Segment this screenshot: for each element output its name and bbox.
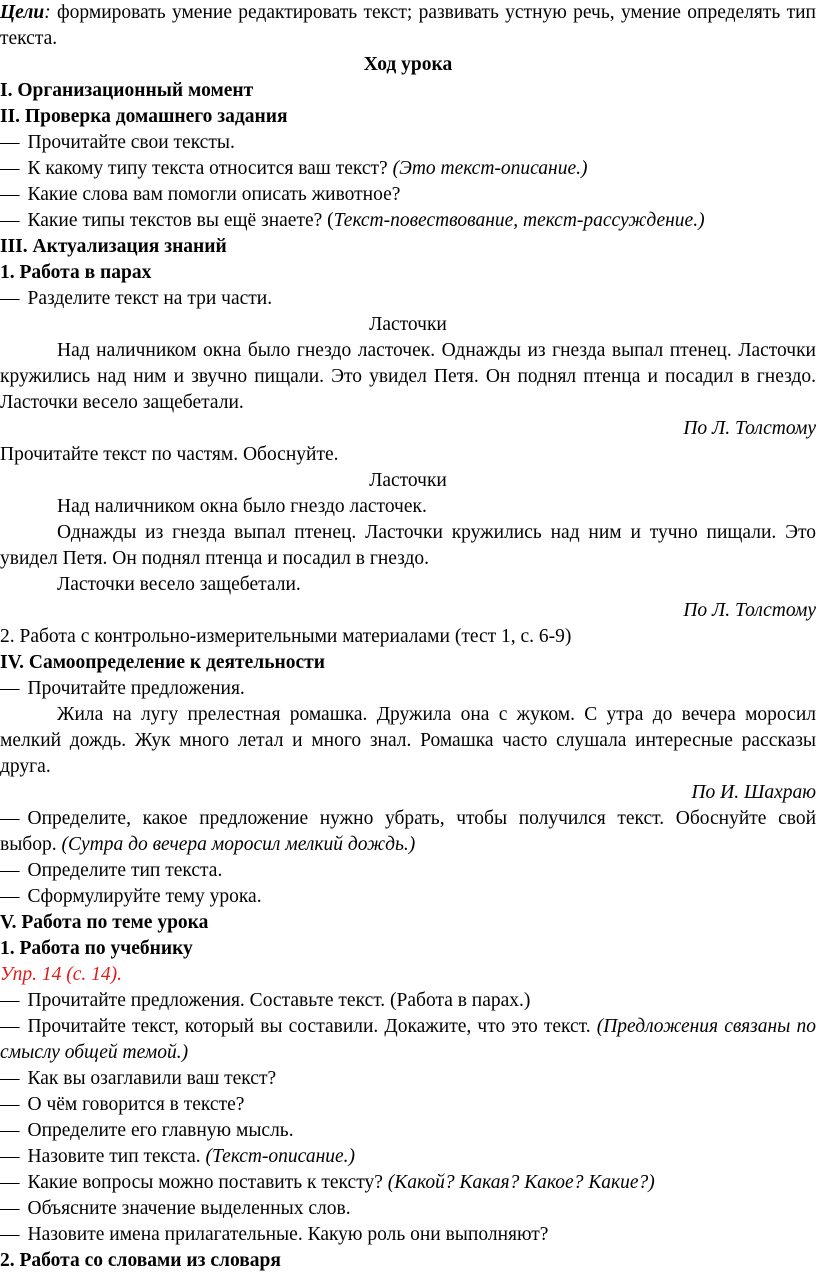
question-line: — Сформулируйте тему урока.: [0, 886, 262, 907]
question-line: — Назовите тип текста. (Текст-описание.): [0, 1146, 356, 1167]
answer-text: (Текст-описание.): [205, 1146, 356, 1167]
question-line: — Объясните значение выделенных слов.: [0, 1198, 351, 1219]
question-line: — Определите тип текста.: [0, 860, 223, 881]
section-3-heading: III. Актуализация знаний: [0, 236, 227, 257]
instruction-line: Прочитайте текст по частям. Обоснуйте.: [0, 444, 339, 465]
answer-text: (Какой? Какая? Какое? Какие?): [387, 1172, 655, 1193]
question-line: — Определите, какое предложение нужно убрать, чтобы получился текст. Обоснуйте свой выбор. (Сутра до вечера моросил мелкий дождь.): [0, 808, 816, 855]
goals-text: формировать умение редактировать текст; развивать устную речь, умение определять тип текста.: [0, 2, 816, 49]
text-title: Ласточки: [369, 314, 447, 335]
question-line: — Какие типы текстов вы ещё знаете? (Текст-повествование, текст-рассуждение.): [0, 210, 705, 231]
question-line: — Прочитайте предложения.: [0, 678, 245, 699]
question-line: — К какому типу текста относится ваш текст? (Это текст-описание.): [0, 158, 588, 179]
section-2-heading: II. Проверка домашнего задания: [0, 106, 288, 127]
question-line: — Прочитайте свои тексты.: [0, 132, 235, 153]
subsection-heading: 1. Работа в парах: [0, 262, 152, 283]
question-line: — Определите его главную мысль.: [0, 1120, 294, 1141]
goals-label: Цели: [0, 2, 45, 23]
subsection-heading: 2. Работа с контрольно-измерительными материалами (тест 1, с. 6-9): [0, 626, 572, 647]
question-line: — Назовите имена прилагательные. Какую роль они выполняют?: [0, 1224, 549, 1245]
text-paragraph: Однажды из гнезда выпал птенец. Ласточки кружились над ним и тучно пищали. Это увидел Петя. Он поднял птенца и посадил в гнездо.: [0, 522, 816, 569]
goals-paragraph: Цели: формировать умение редактировать текст; развивать устную речь, умение определять тип текста.: [0, 2, 816, 49]
author-attribution: По Л. Толстому: [683, 418, 816, 439]
question-line: — Прочитайте предложения. Составьте текст. (Работа в парах.): [0, 990, 531, 1011]
lesson-title: Ход урока: [363, 54, 453, 75]
answer-text: (Предложения связаны по смыслу общей темой.): [0, 1016, 816, 1063]
answer-text: (Сутра до вечера моросил мелкий дождь.): [61, 834, 416, 855]
exercise-reference: Упр. 14 (с. 14).: [0, 964, 122, 985]
text-paragraph: Над наличником окна было гнездо ласточек.: [57, 496, 427, 517]
section-5-heading: V. Работа по теме урока: [0, 912, 209, 933]
question-line: — Какие слова вам помогли описать животное?: [0, 184, 401, 205]
question-line: — Какие вопросы можно поставить к тексту? (Какой? Какая? Какое? Какие?): [0, 1172, 655, 1193]
section-4-heading: IV. Самоопределение к деятельности: [0, 652, 325, 673]
question-line: — Как вы озаглавили ваш текст?: [0, 1068, 277, 1089]
answer-text: (Это текст-описание.): [392, 158, 588, 179]
subsection-heading: 1. Работа по учебнику: [0, 938, 193, 959]
text-title: Ласточки: [369, 470, 447, 491]
author-attribution: По И. Шахраю: [691, 782, 816, 803]
author-attribution: По Л. Толстому: [683, 600, 816, 621]
question-line: — Прочитайте текст, который вы составили. Докажите, что это текст. (Предложения связаны по смыслу общей темой.): [0, 1016, 816, 1063]
section-1-heading: I. Организационный момент: [0, 80, 254, 101]
text-body: Над наличником окна было гнездо ласточек. Однажды из гнезда выпал птенец. Ласточки кружились над ним и звучно пищали. Это увидел Петя. Он поднял птенца и посадил в гнездо. Ласточки весело защебетали.: [0, 340, 816, 413]
subsection-heading: 2. Работа со словами из словаря: [0, 1250, 281, 1271]
question-line: — Разделите текст на три части.: [0, 288, 273, 309]
text-body: Жила на лугу прелестная ромашка. Дружила она с жуком. С утра до вечера моросил мелкий дождь. Жук много летал и много знал. Ромашка часто слушала интересные рассказы друга.: [0, 704, 816, 777]
question-line: — О чём говорится в тексте?: [0, 1094, 245, 1115]
text-paragraph: Ласточки весело защебетали.: [57, 574, 301, 595]
answer-text: Текст-повествование, текст-рассуждение.): [333, 210, 705, 231]
